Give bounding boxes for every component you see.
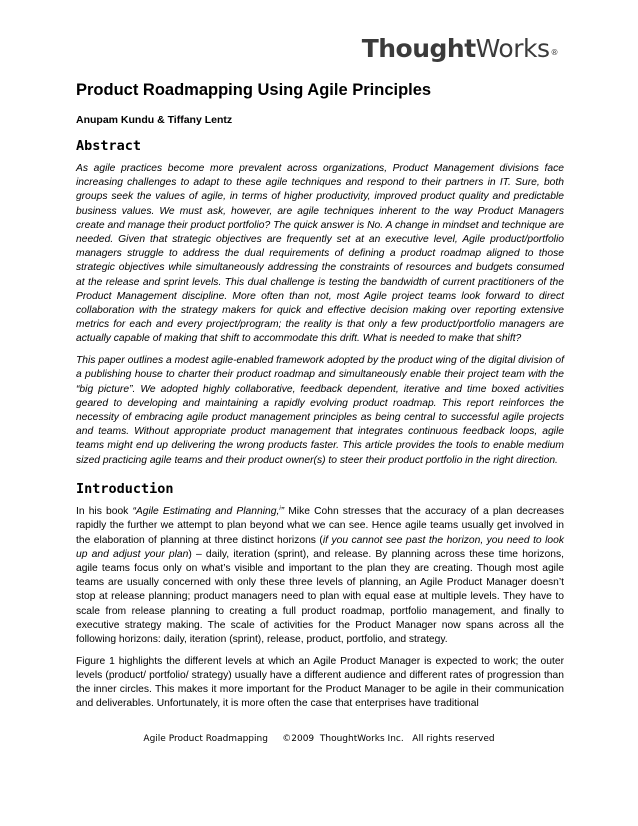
paper-title: Product Roadmapping Using Agile Principles <box>76 81 432 99</box>
page-footer: Agile Product Roadmapping ©2009 ThoughtWorks Inc. All rights reserved <box>143 734 495 744</box>
introduction-heading: Introduction <box>76 481 174 498</box>
paper-authors: Anupam Kundu & Tiffany Lentz <box>76 114 233 126</box>
introduction-paragraph-1: In his book “Agile Estimating and Planning,$^i$” Mike Cohn stresses that the accuracy of a plan decreases rapidly the further we attempt to plan beyond what we can see. Hence agile teams usually get involved in the elaboration of planning at three distinct horizons (if you cannot see past the horizon, you need to look up and adjust your plan) – daily, iteration (sprint), and release. By planning across these time horizons, agile teams focus only on what’s visible and important to the plan they are creating. Though most agile teams are usually concerned with only these three levels of planning, an Agile Product Manager doesn’t stop at release planning; product managers need to plan with equal ease at multiple levels. They have to scale from release planning to creating a full product roadmap, portfolio management, and finally to executive strategy making. The scale of activities for the Product Manager now spans across all the following horizons: daily, iteration (sprint), release, product, portfolio, and strategy. <box>76 506 564 646</box>
document-body <box>76 80 564 719</box>
abstract-heading: Abstract <box>76 138 142 154</box>
abstract-paragraph-2: This paper outlines a modest agile-enabled framework adopted by the product wing of the digital division of a publishing house to charter their product roadmap and simultaneously enable their project team with the “big picture”. We adopted highly collaborative, feedback dependent, iterative and time boxed activities geared to developing and maintaining a rapidly evolving product roadmap. This report reinforces the necessity of embracing agile product management principles as being central to successful agile projects and teams. Without appropriate product management that integrates continuous feedback loops, agile teams might end up delivering the wrong products faster. This article provides the tools to enable medium sized practicing agile teams and their product owner(s) to steer their product portfolio in the right direction. <box>76 355 564 466</box>
abstract-paragraph-1: As agile practices become more prevalent across organizations, Product Management divisions face increasing challenges to adapt to these agile techniques and respond to their partners in IT. Sure, both groups seek the values of agile, in terms of higher productivity, improved product quality and predictable business values. We must ask, however, are agile techniques inherent to the way Product Managers create and manage their product portfolio? The quick answer is No. A change in mindset and technique are needed. Given that strategic objectives are frequently set at an executive level, Agile product/portfolio managers struggle to address the dual requirements of defining a product roadmap aligned to those strategic objectives while simultaneously addressing the constraints of resources and budgets consumed at the release and sprint levels. This dual challenge is testing the bandwidth of current practitioners of the Product Management discipline. More often than not, most Agile project teams look forward to direct collaboration with the strategy makers for quick and effective decision making over reporting extensive metrics for each and every project/program; the reality is that only a few product/portfolio managers are actually capable of making that shift to accommodate this drift. What is needed to make that shift? <box>76 163 564 345</box>
endnote-marker: i <box>279 506 281 513</box>
horizon-quote: if you cannot see past the horizon, you need to look up and adjust your plan <box>76 534 564 560</box>
introduction-paragraph-2: Figure 1 highlights the different levels at which an Agile Product Manager is expected to work; the outer levels (product/ portfolio/ strategy) usually have a different audience and different rates of progression than the inner circles. This makes it more important for the Product Manager to be agile in their communication and deliverables. Unfortunately, it is more often the case that enterprises have traditional <box>76 655 564 710</box>
book-title: “Agile Estimating and Planning,$^i$” <box>132 506 285 518</box>
thoughtworks-logo: ThoughtWorks® <box>361 34 558 63</box>
